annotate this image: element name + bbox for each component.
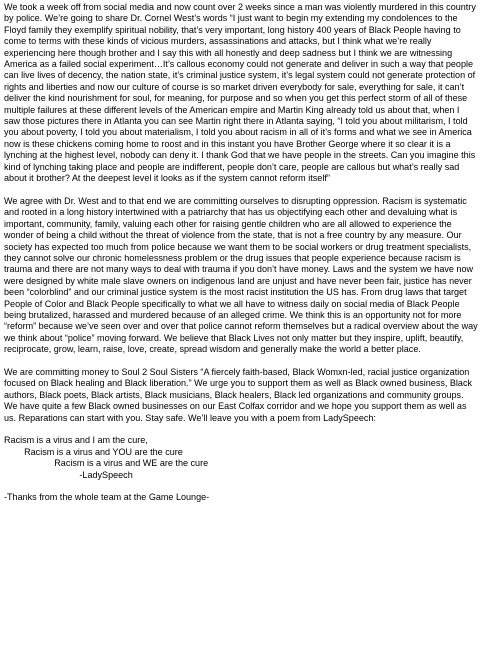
signoff: -Thanks from the whole team at the Game Lounge- <box>4 492 210 503</box>
paragraph-donation: We are committing money to Soul 2 Soul Sisters “A fiercely faith-based, Black Womxn-led, racial justice organization focused on Black healing and Black liberation.” We urge you to support them as well as Black owned business, Black authors, Black poets, Black artists, Black musicians, Black healers, Black led organizations and community groups. We have quite a few Black owned businesses on our East Colfax corridor and we hope you support them as well as us. Reparations can start with you. Stay safe. We’ll leave you with a poem from LadySpeech: <box>4 366 473 423</box>
paragraph-cornel-west-quote: We took a week off from social media and now count over 2 weeks since a man was violently murdered in this country by police. We’re going to share Dr. Cornel West’s words “I just want to begin my extending my condolences to the Floyd family they exemplify spiritual nobility, that’s very important, long history 400 years of Black People having to come to terms with these kinds of vicious murders, assassinations and attacks, but I think what we’re really experiencing here though brother and I say this with all honestly and deep sadness but I think we are witnessing America as a failed social experiment…It’s callous economy could not generate and deliver in such a way that people can live lives of decency, the nation state, it’s criminal justice system, it’s legal system could not generate protection of rights and liberties and now our culture of course is so market driven everybody for sale, everything for sale, it can’t deliver the kind nourishment for soul, for meaning, for purpose and so when you get this perfect storm of all of these multiple failures at these different levels of the American empire and Martin King already told us about that, when I saw those pictures there in Atlanta you can see Martin right there in Atlanta saying, “I told you about militarism, I told you about poverty, I told you about materialism, I told you about racism in all of it’s forms and what we see in America now is these chickens coming home to roost and in this instant you have Brother George where it so clear it is a lynching at the highest level, nobody can deny it. I thank God that we have people in the streets. Can you imagine this kind of lynching taking place and people are indifferent, people don’t care, people are callous but what’s really sad about it brother? At the deepest level it looks as if the system cannot reform itself” <box>4 2 476 184</box>
paragraph-commitment: We agree with Dr. West and to that end we are committing ourselves to disrupting oppression. Racism is systematic and rooted in a long history intertwined with a patriarchy that has us objectifying each other and devaluing what is important, community, family, valuing each other for raising gentle children who are all allowed to experience the wonder of being a child without the threat of violence from the state, that is not a free country by any measure. Our society has expected too much from police because we want them to be social workers or drug treatment specialists, they cannot solve our chronic homelessness problem or the drug issues that people experience because racism is trauma and there are not many ways to deal with trauma if you don’t have money. Laws and the system we have now were designed by white male slave owners on indigenous land are unjust and have never been fair, justice has never been “colorblind” and our criminal justice system is the most racist institution the US has. From drug laws that target People of Color and Black People specifically to what we all have to witness daily on social media of Black People being brutalized, harassed and murdered because of an alleged crime. We think this is an opportunity not for more “reform” because we’ve seen over and over that police cannot reform themselves but a radical overview about the way we think about “police” moving forward. We believe that Black Lives not only matter but they inspire, uplift, beautify, reciprocate, grow, learn, raise, love, create, spread wisdom and generally make the world a better place. <box>4 195 478 355</box>
poem-line: Racism is a virus and YOU are the cure <box>4 446 183 457</box>
poem <box>4 435 478 481</box>
poem-attribution: -LadySpeech <box>4 469 133 480</box>
poem-line: Racism is a virus and I am the cure, <box>4 435 148 446</box>
poem-line: Racism is a virus and WE are the cure <box>4 458 209 469</box>
